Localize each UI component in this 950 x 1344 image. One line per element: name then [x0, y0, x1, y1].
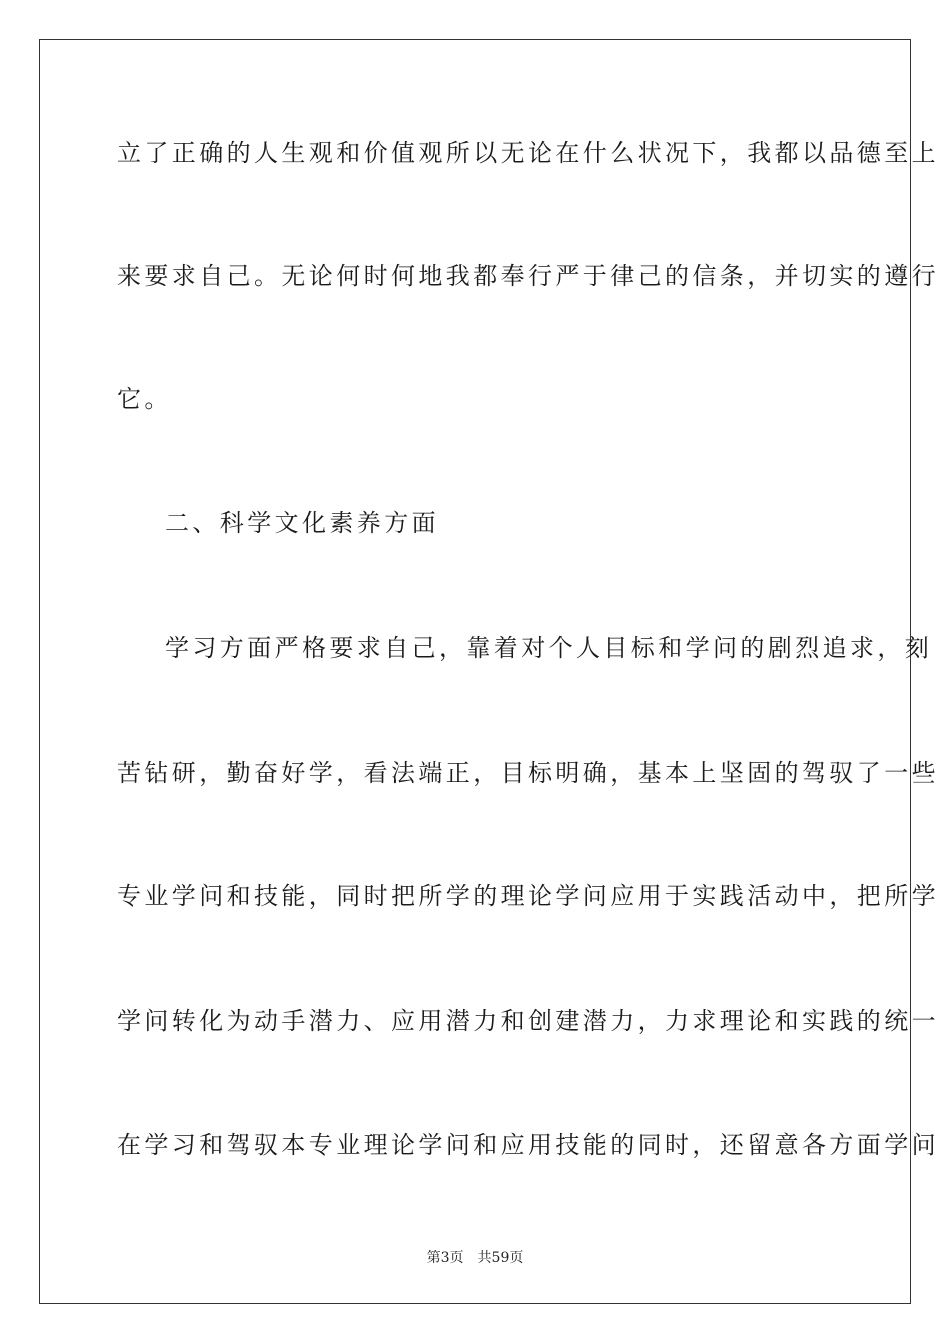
text-line: 它。	[117, 385, 172, 413]
text-line: 专业学问和技能，同时把所学的理论学问应用于实践活动中，把所学	[117, 882, 939, 910]
text-line: 学问转化为动手潜力、应用潜力和创建潜力，力求理论和实践的统一	[117, 1007, 939, 1035]
text-line: 在学习和驾驭本专业理论学问和应用技能的同时，还留意各方面学问	[117, 1131, 939, 1159]
text-line: 学习方面严格要求自己，靠着对个人目标和学问的剧烈追求，刻	[165, 634, 933, 662]
section-heading: 二、科学文化素养方面	[165, 509, 439, 537]
page-footer	[0, 1249, 950, 1267]
page-border	[39, 39, 939, 1304]
text-line: 来要求自己。无论何时何地我都奉行严于律己的信条，并切实的遵行	[117, 262, 939, 290]
page-number: 第3页	[426, 1250, 464, 1266]
text-line: 立了正确的人生观和价值观所以无论在什么状况下，我都以品德至上	[117, 139, 939, 167]
text-line: 苦钻研，勤奋好学，看法端正，目标明确，基本上坚固的驾驭了一些	[117, 759, 939, 787]
page-total: 共59页	[477, 1250, 524, 1266]
